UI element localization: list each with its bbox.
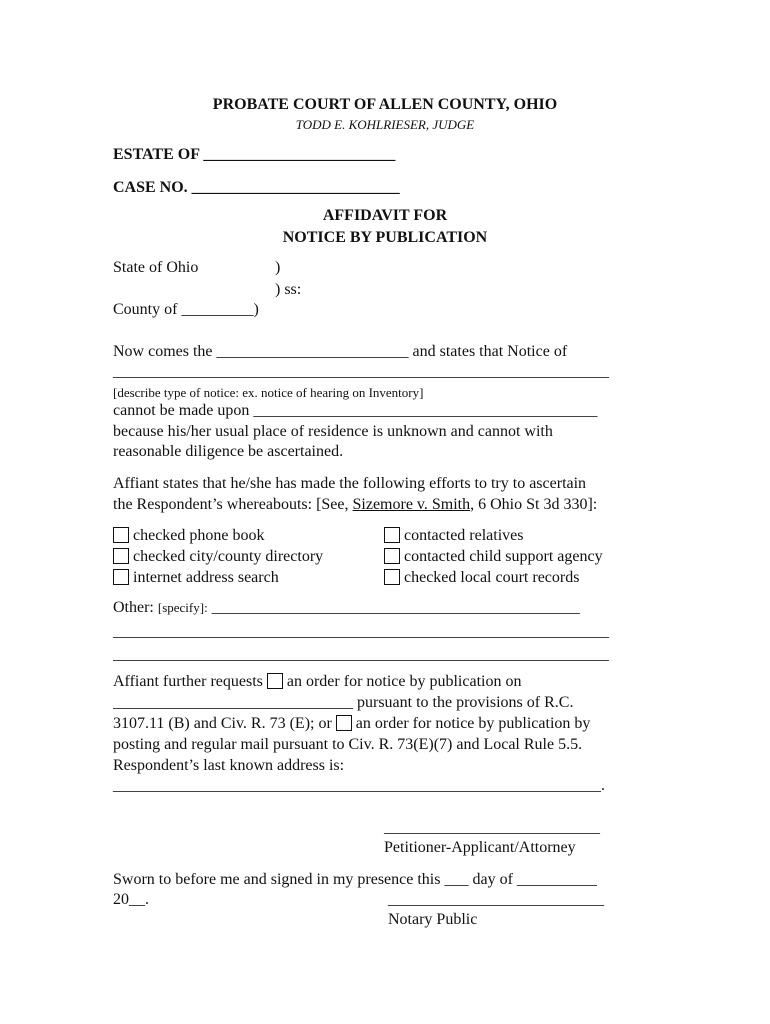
other-blank: ______________________________________________ (207, 599, 580, 616)
checkbox[interactable] (113, 569, 129, 585)
citation-reference: , 6 Ohio St 3d 330]: (470, 496, 598, 513)
effort-contacted-relatives[interactable] (384, 526, 524, 546)
effort-label: checked city/county directory (133, 548, 324, 565)
document-title-line-1: AFFIDAVIT FOR (322, 207, 448, 224)
effort-city-directory[interactable] (113, 547, 323, 567)
whereabouts-line (113, 495, 597, 515)
effort-court-records[interactable] (384, 568, 579, 588)
court-name: PROBATE COURT OF ALLEN COUNTY, OHIO (212, 96, 558, 113)
effort-child-support[interactable] (384, 547, 603, 567)
effort-label: contacted child support agency (404, 548, 603, 565)
residence-unknown-text: because his/her usual place of residence is unknown and cannot with (113, 423, 553, 440)
effort-internet-search[interactable] (113, 568, 279, 588)
venue-state: State of Ohio (113, 259, 199, 276)
address-line: _____________________________________________________________. (113, 777, 605, 794)
checkbox[interactable] (113, 548, 129, 564)
estate-of-field: ESTATE OF ________________________ (113, 146, 396, 163)
sworn-year: 20__. (113, 891, 149, 908)
effort-label: internet address search (133, 569, 279, 586)
checkbox[interactable] (384, 527, 400, 543)
notice-type-hint: [describe type of notice: ex. notice of hearing on Inventory] (113, 385, 424, 400)
request-text: an order for notice by publication on (286, 673, 522, 690)
effort-label: checked phone book (133, 527, 265, 544)
request-text: an order for notice by publication by (355, 715, 591, 732)
sworn-statement: Sworn to before me and signed in my presence this ___ day of __________ (113, 871, 597, 888)
checkbox[interactable] (384, 569, 400, 585)
other-hint: [specify]: (157, 600, 208, 615)
other-line-2: ______________________________________________________________ (113, 623, 609, 640)
effort-label: checked local court records (404, 569, 580, 586)
publication-checkbox[interactable] (267, 673, 283, 689)
effort-label: contacted relatives (404, 527, 524, 544)
now-comes-line: Now comes the ________________________ and states that Notice of (113, 343, 568, 360)
notary-label: Notary Public (388, 911, 478, 928)
other-label: Other: (113, 599, 154, 616)
request-line-1 (113, 672, 521, 692)
notary-line: ___________________________ (388, 891, 604, 908)
respondent-line: cannot be made upon ___________________________________________ (113, 402, 598, 419)
venue-ss: ) ss: (275, 281, 302, 298)
posting-checkbox[interactable] (336, 715, 352, 731)
case-citation: Sizemore v. Smith (352, 496, 471, 513)
request-line-4: posting and regular mail pursuant to Civ. R. 73(E)(7) and Local Rule 5.5. (113, 736, 583, 753)
venue-paren: ) (275, 259, 281, 276)
signature-label: Petitioner-Applicant/Attorney (384, 839, 576, 856)
notice-type-line: ______________________________________________________________ (113, 363, 609, 380)
request-text: Affiant further requests (113, 673, 263, 690)
case-number-field: CASE NO. __________________________ (113, 179, 400, 196)
diligence-text: reasonable diligence be ascertained. (113, 443, 344, 460)
other-line-1 (113, 598, 580, 618)
document-title-line-2: NOTICE BY PUBLICATION (282, 229, 488, 246)
signature-line: ___________________________ (384, 819, 600, 836)
whereabouts-text: the Respondent’s whereabouts: [See, (113, 496, 353, 513)
checkbox[interactable] (384, 548, 400, 564)
request-text: 3107.11 (B) and Civ. R. 73 (E); or (113, 715, 332, 732)
venue-county: County of _________) (113, 301, 259, 318)
checkbox[interactable] (113, 527, 129, 543)
request-line-2: ______________________________ pursuant to the provisions of R.C. (113, 694, 574, 711)
effort-phone-book[interactable] (113, 526, 265, 546)
efforts-intro: Affiant states that he/she has made the following efforts to try to ascertain (113, 475, 587, 492)
other-line-3: ______________________________________________________________ (113, 646, 609, 663)
request-line-3 (113, 714, 590, 734)
judge-name: TODD E. KOHLRIESER, JUDGE (295, 117, 475, 132)
request-line-5: Respondent’s last known address is: (113, 757, 345, 774)
